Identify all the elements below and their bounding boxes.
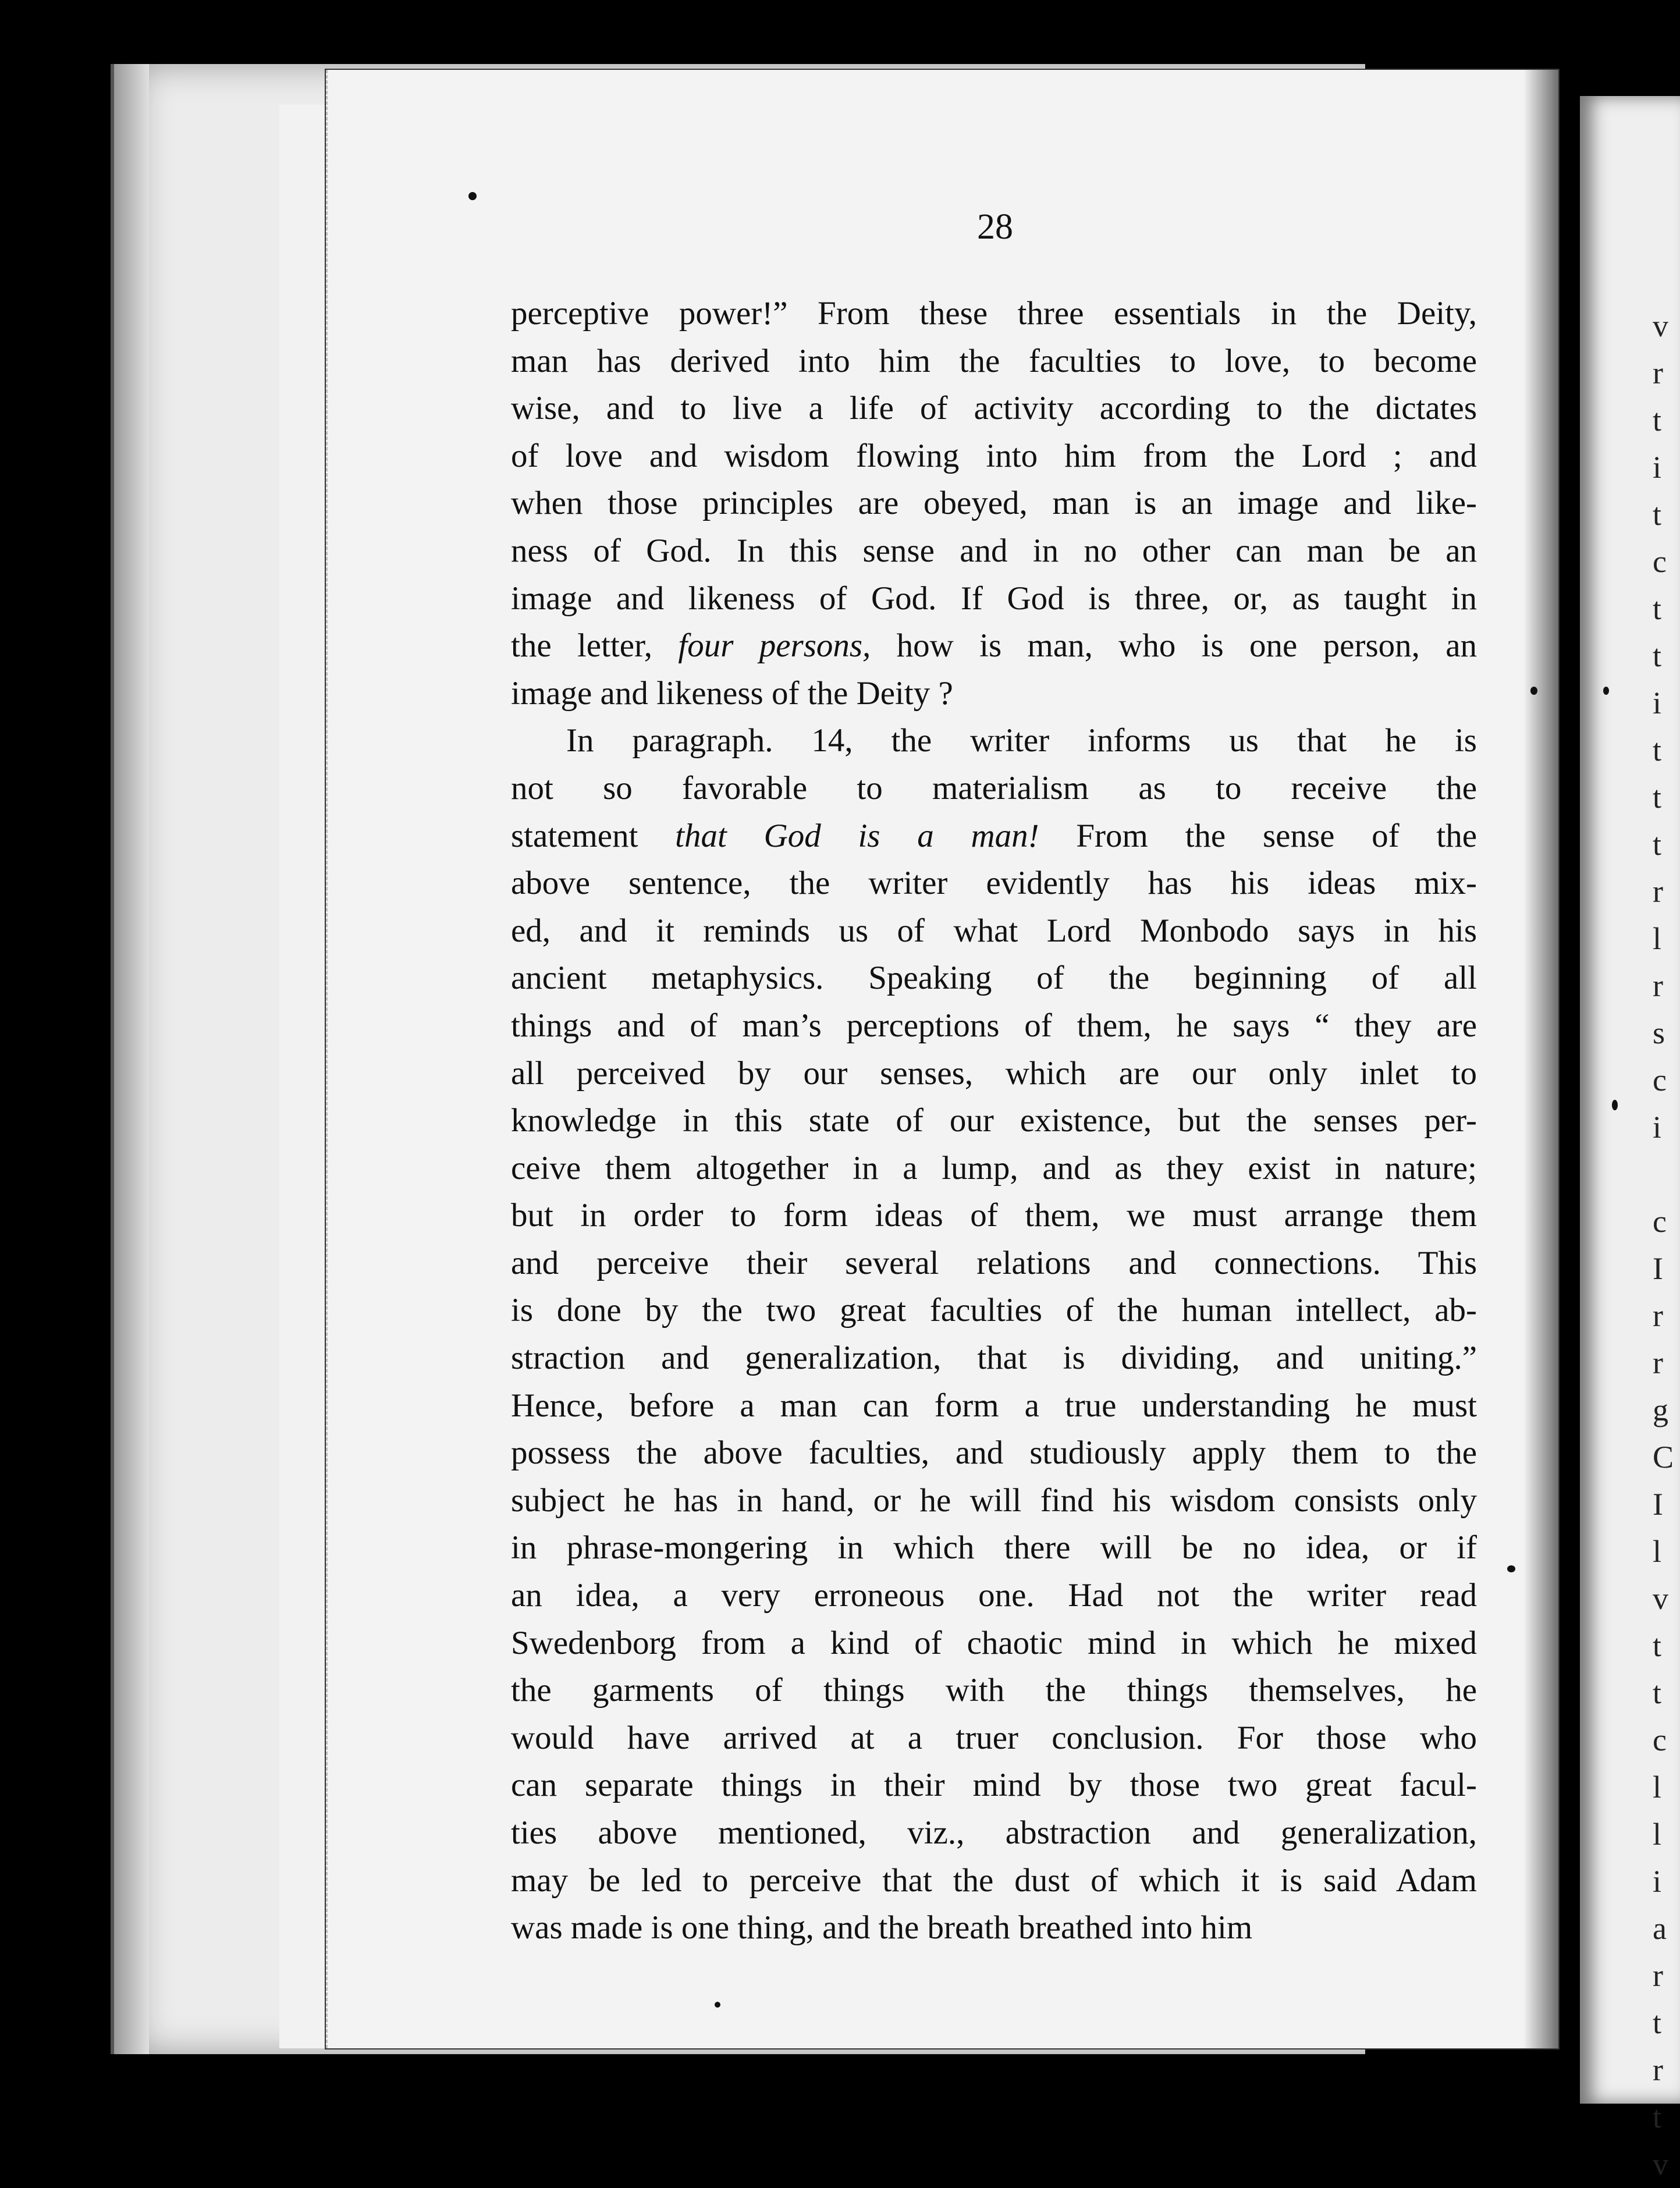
- text-line: above sentence, the writer evidently has his ideas mix-: [511, 865, 1477, 902]
- text-line: ceive them altogether in a lump, and as they exist in nature;: [511, 1149, 1477, 1187]
- body-text: [511, 290, 1477, 1952]
- italic-run: four persons,: [678, 627, 871, 665]
- text-line: the garments of things with the things themselves, he: [511, 1672, 1477, 1709]
- text-line: image and likeness of God. If God is three, or, as taught in: [511, 580, 1477, 617]
- text-line: ties above mentioned, viz., abstraction and generalization,: [511, 1814, 1477, 1851]
- italic-run: that God is a man!: [675, 817, 1039, 854]
- text-line: in phrase-mongering in which there will be no idea, or if: [511, 1529, 1477, 1567]
- text-line: ancient metaphysics. Speaking of the beginning of all: [511, 960, 1477, 997]
- text-line: things and of man’s perceptions of them, he says “ they are: [511, 1007, 1477, 1044]
- text-line: In paragraph. 14, the writer informs us that he is: [566, 722, 1477, 759]
- text-run: the letter,: [511, 627, 679, 665]
- text-line: straction and generalization, that is dividing, and uniting.”: [511, 1340, 1477, 1377]
- text-line: ness of God. In this sense and in no other can man be an: [511, 532, 1477, 569]
- scan-speck: [468, 192, 477, 200]
- text-line: may be led to perceive that the dust of which it is said Adam: [511, 1862, 1477, 1899]
- text-line: man has derived into him the faculties to love, to become: [511, 342, 1477, 379]
- scan-speck: [715, 2002, 720, 2008]
- text-line: not so favorable to materialism as to receive the: [511, 769, 1477, 807]
- text-line: Hence, before a man can form a true understanding he must: [511, 1387, 1477, 1424]
- text-line: was made is one thing, and the breath breathed into him: [511, 1909, 1253, 1947]
- text-line: Swedenborg from a kind of chaotic mind in which he mixed: [511, 1624, 1477, 1661]
- text-line: is done by the two great faculties of the human intellect, ab-: [511, 1292, 1477, 1329]
- text-line: and perceive their several relations and connections. This: [511, 1244, 1477, 1281]
- text-line: but in order to form ideas of them, we must arrange them: [511, 1197, 1477, 1234]
- text-line: can separate things in their mind by those two great facul-: [511, 1767, 1477, 1804]
- text-run: From the sense of the: [1039, 817, 1477, 854]
- text-line: image and likeness of the Deity ?: [511, 674, 953, 712]
- text-line: wise, and to live a life of activity according to the dictates: [511, 390, 1477, 427]
- text-line-with-italic: [511, 812, 1477, 860]
- text-line: ed, and it reminds us of what Lord Monbodo says in his: [511, 912, 1477, 949]
- text-run: statement: [511, 817, 676, 854]
- main-page-gutter-shadow: [1523, 70, 1558, 2048]
- text-line: when those principles are obeyed, man is an image and like-: [511, 485, 1477, 522]
- scan-speck: [1507, 1565, 1515, 1572]
- scan-speck: [1603, 687, 1609, 695]
- text-line: perceptive power!” From these three essentials in the Deity,: [511, 295, 1477, 332]
- text-line-with-italic: [511, 622, 1477, 670]
- right-page-text-fragments: v r t i t c t t i t t t r l r s c i c I r r g C I l v t t c l l i a r t r t v: [1653, 308, 1674, 2182]
- page-number: 28: [977, 207, 1013, 247]
- text-line: an idea, a very erroneous one. Had not the writer read: [511, 1577, 1477, 1614]
- left-page-binding-shadow: [114, 64, 149, 2054]
- text-line: knowledge in this state of our existence, but the senses per-: [511, 1102, 1477, 1139]
- text-line: of love and wisdom flowing into him from the Lord ; and: [511, 437, 1477, 474]
- scan-speck: [1530, 687, 1537, 695]
- text-line: all perceived by our senses, which are our only inlet to: [511, 1054, 1477, 1092]
- text-run: how is man, who is one person, an: [871, 627, 1477, 665]
- text-line: possess the above faculties, and studiously apply them to the: [511, 1434, 1477, 1472]
- text-line: would have arrived at a truer conclusion. For those who: [511, 1719, 1477, 1756]
- text-line: subject he has in hand, or he will find his wisdom consists only: [511, 1482, 1477, 1519]
- scan-speck: [1612, 1100, 1618, 1110]
